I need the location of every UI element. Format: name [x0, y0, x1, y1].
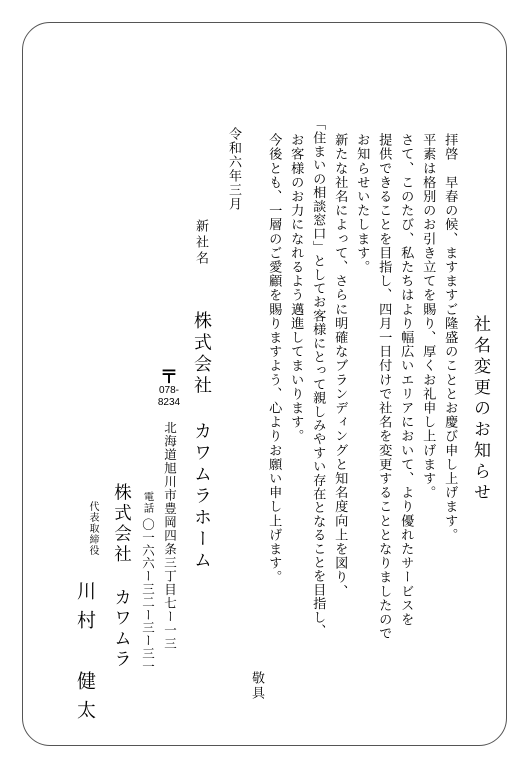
postal-code-part1: 078- — [158, 385, 179, 396]
phone-label: 電話 — [142, 491, 155, 514]
body-line-1: 拝啓 早春の候、ますますご隆盛のこととお慶び申し上げます。 — [442, 133, 458, 542]
body-line-5: お知らせいたします。 — [354, 133, 370, 274]
body-line-3: さて、このたび、私たちはより幅広いエリアにおいて、より優れたサービスを — [398, 133, 414, 627]
body-line-7: 「住まいの相談窓口」としてお客様にとって親しみやすい存在となることを目指し、 — [310, 117, 326, 638]
closing-keigu: 敬具 — [249, 671, 264, 701]
representative-title: 代表取締役 — [87, 501, 98, 556]
sender-company: 株式会社 カワムラ — [111, 483, 132, 670]
body-line-9: 今後とも、一層のご愛顧を賜りますよう、心よりお願い申し上げます。 — [266, 133, 282, 585]
postal-code-part2: 8234 — [157, 397, 181, 408]
representative-name: 川村 健太 — [74, 581, 96, 729]
letter-title: 社名変更のお知らせ — [470, 315, 490, 504]
new-company-name-label: 新社名 — [193, 219, 208, 267]
body-line-6: 新たな社名によって、さらに明確なブランディングと知名度向上を図り、 — [332, 133, 348, 599]
phone-number: 〇一六六ー三二ー三ー三一 — [140, 518, 156, 673]
new-company-name: 株式会社 カワムラホーム — [191, 311, 212, 572]
address: 北海道旭川市豊岡四条三丁目七ー一三 — [162, 421, 178, 651]
postcard — [22, 22, 507, 746]
postal-code — [155, 385, 183, 409]
postal-mark-icon: 〒 — [160, 367, 178, 388]
body-line-2: 平素は格別のお引き立てを賜り、厚くお礼申し上げます。 — [420, 133, 436, 500]
issue-date: 令和六年三月 — [226, 127, 241, 211]
body-line-4: 提供できることを目指し、四月一日付けで社名を変更することとなりましたので — [376, 133, 392, 641]
body-line-8: お客様のお力になれるよう邁進してまいります。 — [288, 133, 304, 444]
